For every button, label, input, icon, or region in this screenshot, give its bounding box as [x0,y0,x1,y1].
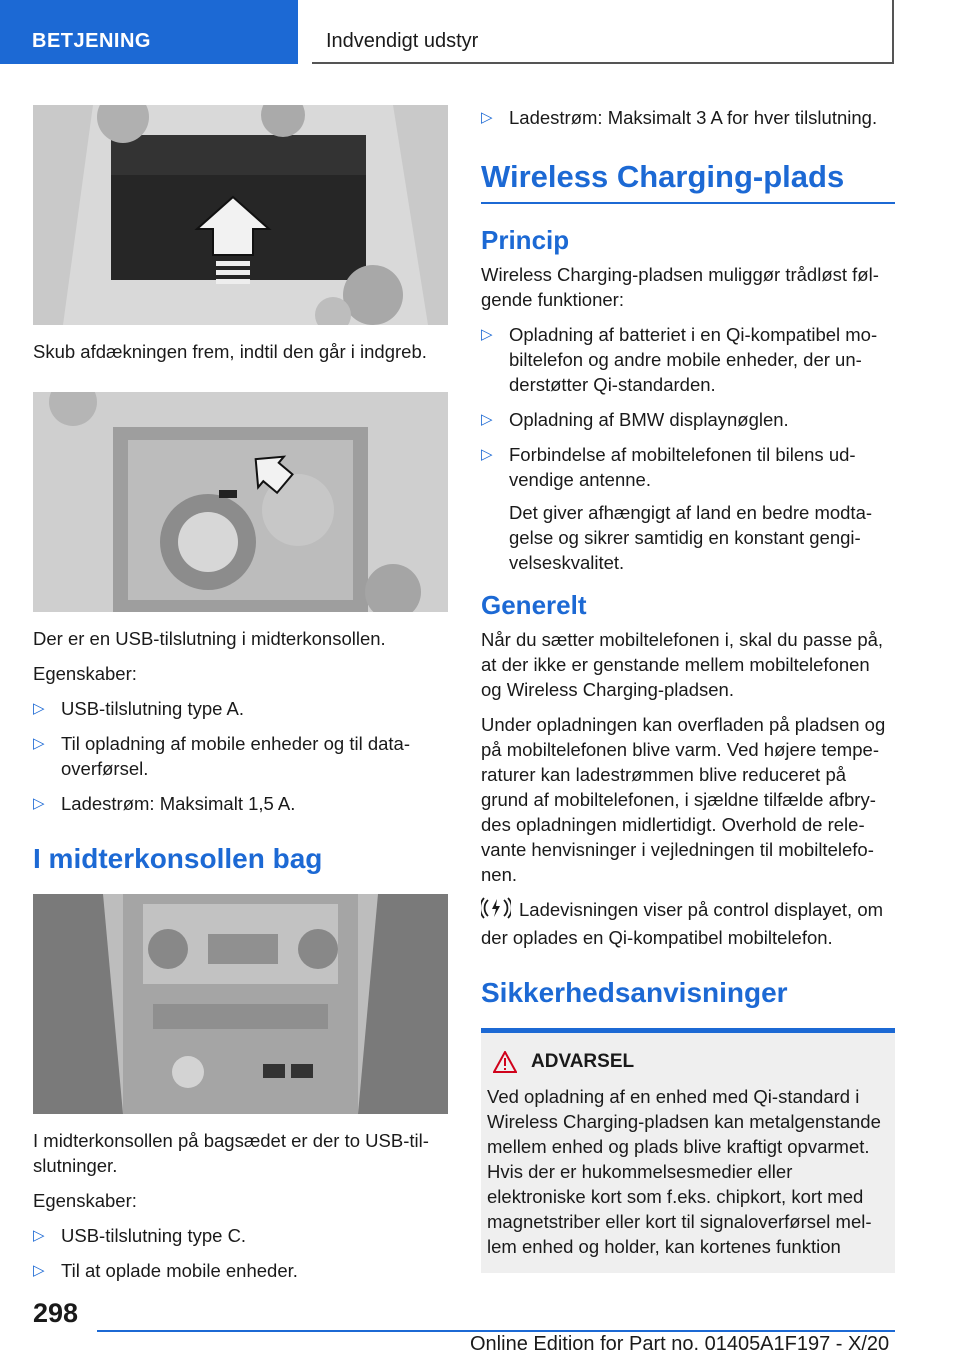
heading-principle: Princip [481,225,570,255]
triangle-bullet-icon: ▷ [33,735,45,752]
triangle-bullet-icon: ▷ [33,1262,45,1279]
triangle-bullet-icon: ▷ [33,700,45,717]
photo-rear-usb [33,894,448,1114]
edition-info: Online Edition for Part no. 01405A1F197 - X/20 [470,1333,890,1355]
list-item: ▷ Opladning af batteriet i en Qi-kompatibel mobiltelefon og andre mobile enheder, der understøtter Qi-standarden. [481,324,878,395]
photo-charging-cover [33,105,448,325]
list-item: ▷ USB-tilslutning type C. [33,1225,247,1246]
photo-usb-socket [33,392,448,612]
properties-list-rear [33,1223,448,1283]
footer-divider [97,1330,895,1332]
caption-slide-cover: Skub afdækningen frem, indtil den går i indgreb. [33,341,427,362]
left-column [33,105,448,1293]
properties-label: Egenskaber: [33,1190,137,1211]
list-item-note: Det giver afhængigt af land en bedre modtagelse og sikrer samtidig en konstant gengivelseskvalitet. [509,502,873,573]
caption-rear-usb: I midterkonsollen på bagsædet er der to USB-tilslutninger. [33,1130,429,1176]
triangle-bullet-icon: ▷ [481,411,493,428]
triangle-bullet-icon: ▷ [481,109,493,126]
heading-rear-console: I midterkonsollen bag [33,843,323,874]
principle-list [481,322,895,575]
right-column [481,105,895,1273]
warning-text: Ved opladning af en enhed med Qi-standard i Wireless Charging-pladsen kan metalgenstande mellem enhed og plads blive kraftigt opvarmet. Hvis der er hukommelsesmedier eller elektroniske kort som f.eks. chipkort, kort med magnetstriber eller kort til signaloverførsel mellem enhed og holder, kan kortenes funktion [487,1086,881,1258]
charging-current-list [481,105,895,130]
triangle-bullet-icon: ▷ [481,446,493,463]
wireless-charging-icon [481,897,513,925]
warning-box [481,1028,895,1273]
list-item: ▷ Til at oplade mobile enheder. [33,1260,298,1281]
heading-wireless-charging: Wireless Charging-plads [481,160,895,204]
warning-header: ADVARSEL [487,1049,889,1074]
list-item: ▷ Ladestrøm: Maksimalt 1,5 A. [33,793,296,814]
caption-usb-front: Der er en USB-tilslutning i midterkonsollen. [33,628,386,649]
page-number: 298 [33,1298,79,1328]
list-item: ▷ Til opladning af mobile enheder og til dataoverførsel. [33,733,410,779]
chapter-tab: BETJENING [0,0,298,64]
properties-label: Egenskaber: [33,663,137,684]
warning-triangle-icon [493,1051,517,1073]
triangle-bullet-icon: ▷ [33,795,45,812]
properties-list-front [33,696,448,816]
general-paragraph: Under opladningen kan overfladen på pladsen og på mobiltelefonen blive varm. Ved højere temperaturer kan ladestrømmen blive reduceret på grund af mobiltelefonen, i sjældne tilfælde afbrydes opladningen midlertidigt. Overhold de relevante henvisninger i vejledningen til mobiltelefonen. [481,714,886,885]
general-paragraph: Når du sætter mobiltelefonen i, skal du passe på, at der ikke er genstande mellem mobiltelefonen og Wireless Charging-pladsen. [481,629,884,700]
list-item: ▷ Ladestrøm: Maksimalt 3 A for hver tilslutning. [481,107,878,128]
principle-text: Wireless Charging-pladsen muliggør trådløst følgende funktioner: [481,264,879,310]
list-item: ▷ Opladning af BMW displaynøglen. [481,409,789,430]
triangle-bullet-icon: ▷ [481,326,493,343]
triangle-bullet-icon: ▷ [33,1227,45,1244]
heading-safety: Sikkerhedsanvisninger [481,977,788,1009]
page-title: Indvendigt udstyr [312,0,894,64]
general-paragraph: Ladevisningen viser på control displayet, om der oplades en Qi-kompatibel mobiltelefon. [481,899,884,949]
heading-general: Generelt [481,590,587,620]
list-item: ▷ USB-tilslutning type A. [33,698,245,719]
list-item: ▷ Forbindelse af mobiltelefonen til bilens udvendige antenne. Det giver afhængigt af land en bedre modtagelse og sikrer samtidig en konstant gengivelseskvalitet. [481,442,895,575]
